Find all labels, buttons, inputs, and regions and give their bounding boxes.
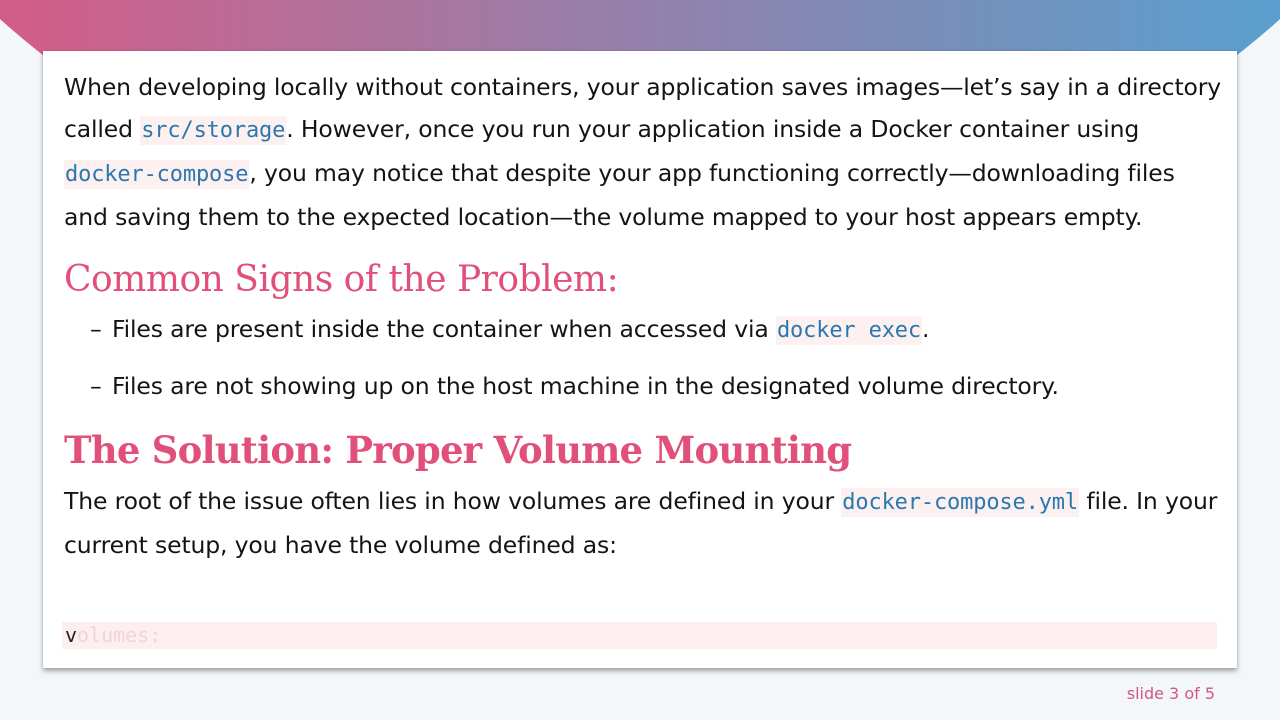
code-block xyxy=(62,622,1217,649)
slide-content xyxy=(64,66,1224,566)
list-item xyxy=(64,365,1224,407)
intro-text-3: , you may notice that despite your app functioning correctly—downloading files and saving them to the expected location—the volume mapped to your host appears empty. xyxy=(64,159,1175,231)
slide-card xyxy=(43,51,1237,668)
inline-code-compose-file: docker-compose.yml xyxy=(842,490,1078,515)
code-typed-text: v xyxy=(65,623,78,647)
inline-code-docker-exec: docker exec xyxy=(776,318,921,343)
intro-text-2: . However, once you run your application inside a Docker container using xyxy=(286,115,1140,143)
dash-bullet-icon: – xyxy=(90,315,102,343)
dash-bullet-icon: – xyxy=(90,372,102,400)
list-item xyxy=(64,308,1224,352)
solution-text-1: The root of the issue often lies in how volumes are defined in your xyxy=(64,487,842,515)
inline-code-src-storage: src/storage xyxy=(141,118,286,143)
bullet-text: Files are not showing up on the host machine in the designated volume directory. xyxy=(112,372,1059,400)
intro-text-1: When developing locally without containers, your application saves images—let’s say in a directory called xyxy=(64,73,1222,143)
section-heading-solution: The Solution: Proper Volume Mounting xyxy=(64,428,852,472)
bullet-suffix: . xyxy=(921,315,930,343)
slide-number: slide 3 of 5 xyxy=(1126,684,1215,703)
intro-paragraph xyxy=(64,66,1224,238)
bullet-text: Files are present inside the container when accessed via xyxy=(112,315,776,343)
solution-text-2: file. In your current setup, you have the volume defined as: xyxy=(64,487,1218,559)
inline-code-docker-compose: docker-compose xyxy=(65,162,249,187)
signs-list xyxy=(64,308,1224,407)
section-heading-common-signs: Common Signs of the Problem: xyxy=(64,259,619,300)
solution-paragraph xyxy=(64,480,1224,566)
code-ghost-text: olumes: xyxy=(77,623,162,647)
